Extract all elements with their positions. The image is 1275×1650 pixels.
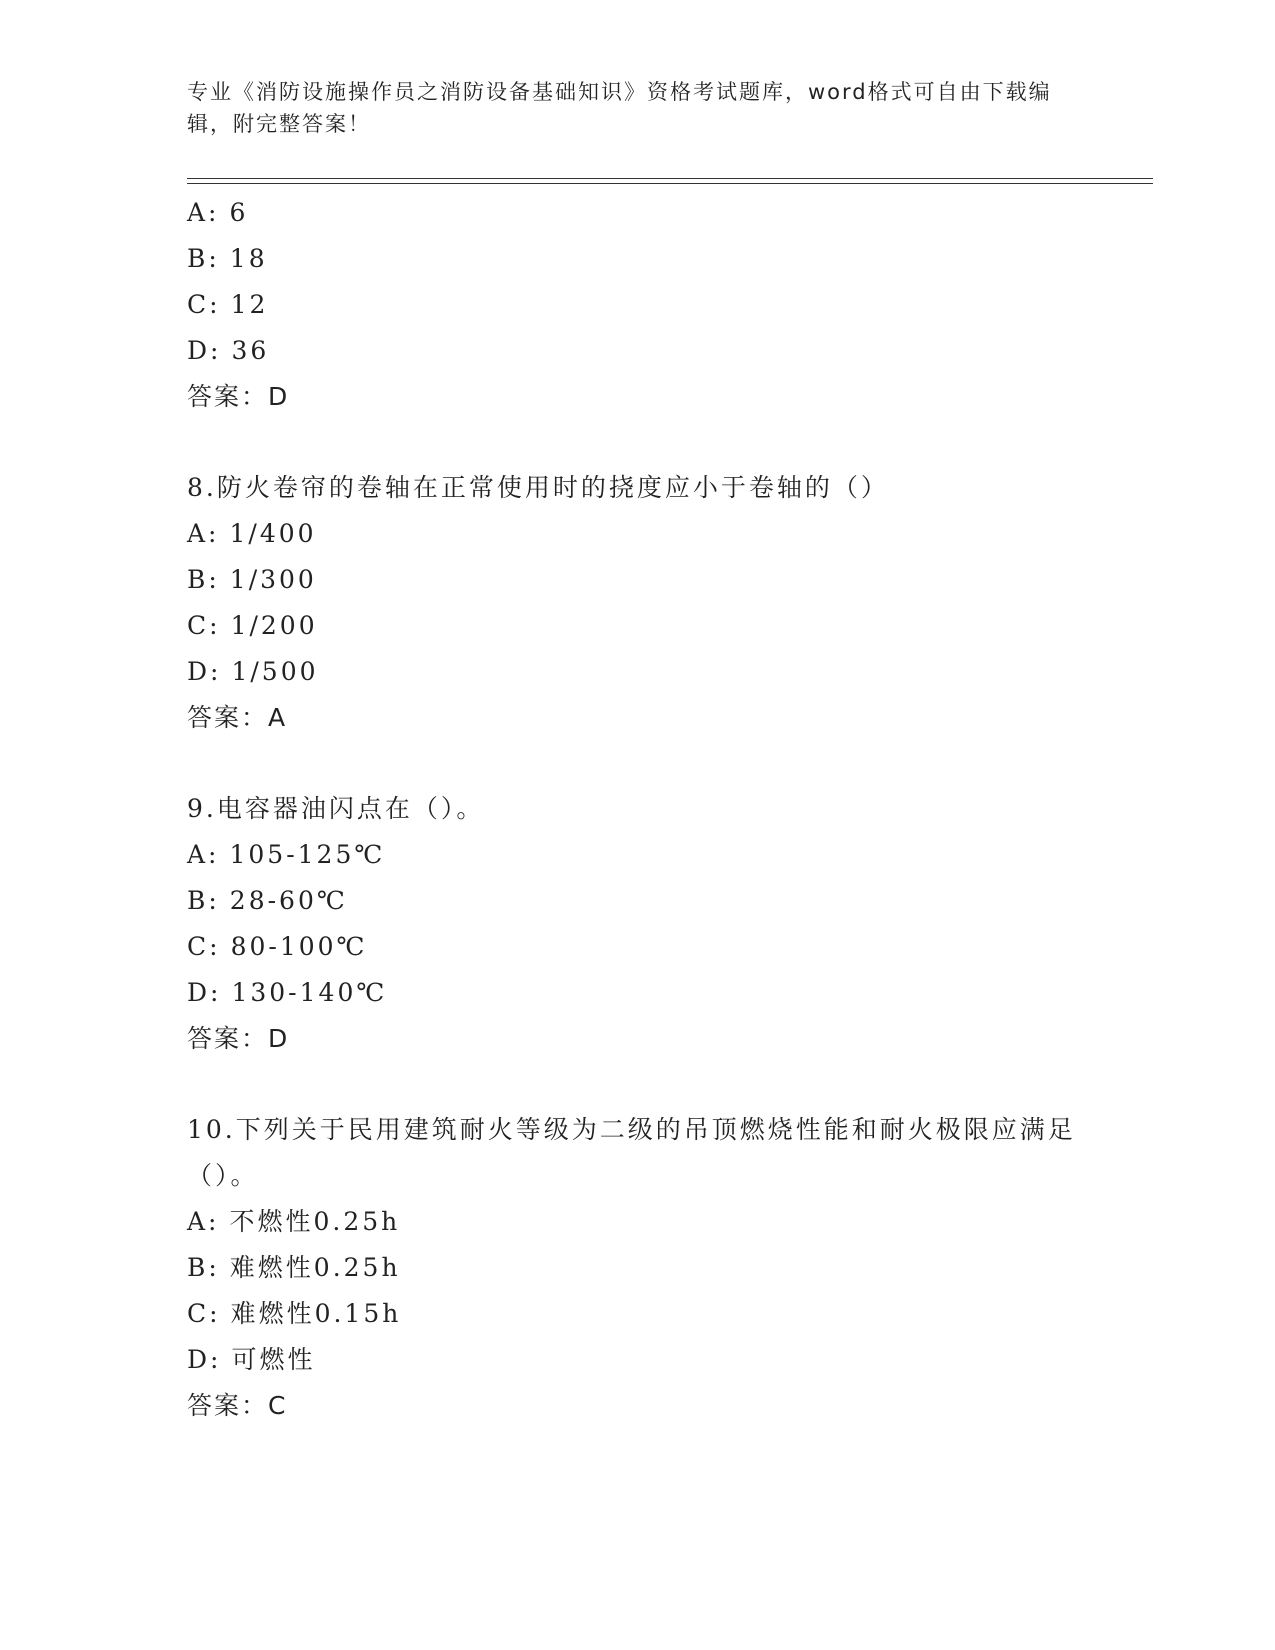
option-c: C: 12 [187,290,269,319]
option-d: D: 1/500 [187,657,319,686]
question-9 [187,786,1087,1062]
answer: 答案：D [187,382,290,411]
header-rule-top [187,178,1153,179]
question-list [187,190,1087,1429]
option-a: A: 1/400 [187,519,317,548]
document-header: 专业《消防设施操作员之消防设备基础知识》资格考试题库，word格式可自由下载编辑，附完整答案！ [187,80,1052,136]
option-b: B: 18 [187,244,268,273]
answer: 答案：A [187,703,288,732]
header-rule-bottom [187,183,1153,184]
question-10 [187,1107,1087,1429]
option-c: C: 1/200 [187,611,318,640]
question-partial [187,190,1087,420]
question-text: 10.下列关于民用建筑耐火等级为二级的吊顶燃烧性能和耐火极限应满足（）。 [187,1115,1076,1190]
answer: 答案：D [187,1024,290,1053]
question-8 [187,465,1087,741]
option-d: D: 可燃性 [187,1345,316,1374]
option-d: D: 130-140℃ [187,978,388,1007]
option-b: B: 1/300 [187,565,317,594]
option-d: D: 36 [187,336,270,365]
question-text: 9.电容器油闪点在（）。 [187,794,485,823]
option-a: A: 105-125℃ [187,840,386,869]
question-text: 8.防火卷帘的卷轴在正常使用时的挠度应小于卷轴的（） [187,473,889,502]
answer: 答案：C [187,1391,288,1420]
option-b: B: 28-60℃ [187,886,348,915]
option-c: C: 难燃性0.15h [187,1299,402,1328]
option-c: C: 80-100℃ [187,932,368,961]
option-a: A: 6 [187,198,249,227]
option-a: A: 不燃性0.25h [187,1207,401,1236]
option-b: B: 难燃性0.25h [187,1253,401,1282]
